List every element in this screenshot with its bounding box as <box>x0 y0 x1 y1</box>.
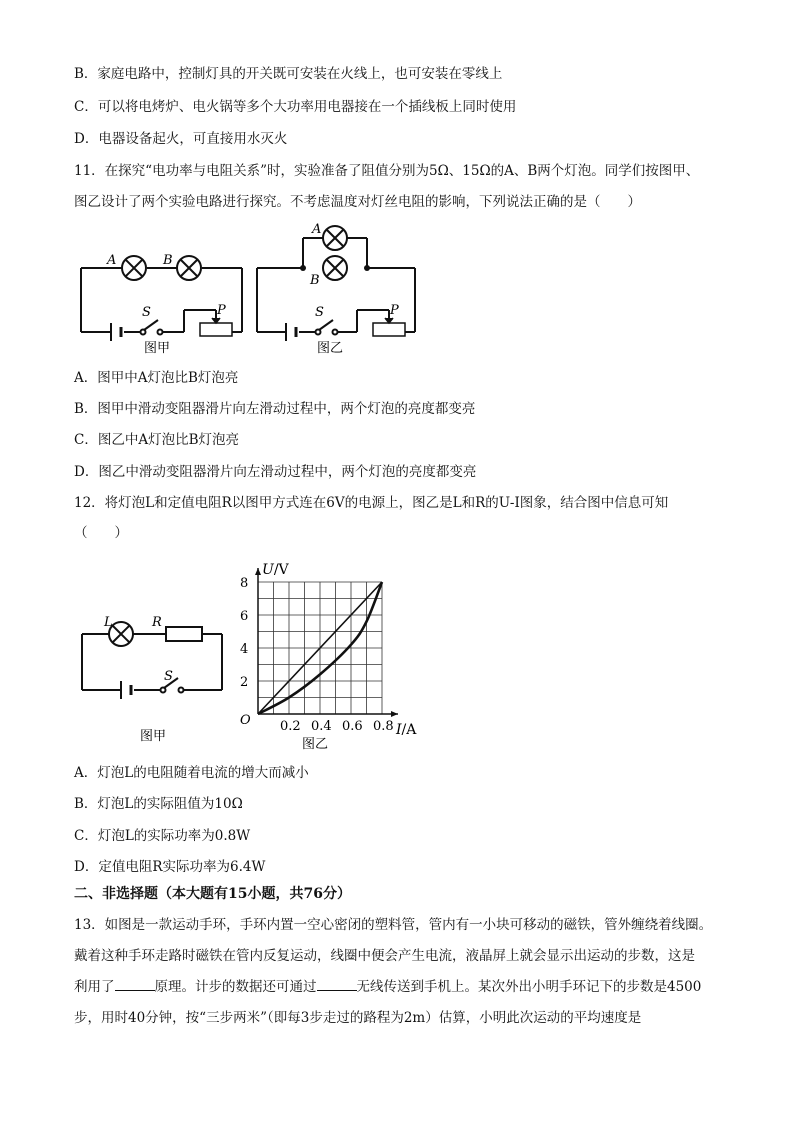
q13-line4: 步，用时40分钟，按“三步两米”（即每3步走过的路程为2m）估算，小明此次运动的平均速度是 <box>74 1010 642 1026</box>
q12-ui-chart <box>232 558 428 754</box>
q12-figure-a <box>78 610 238 750</box>
y-tick-label: 2 <box>240 675 249 690</box>
x-tick-label: 0.4 <box>311 719 332 734</box>
answer-blank[interactable] <box>115 978 155 991</box>
battery-icon <box>286 323 296 341</box>
y-tick-label: 6 <box>240 609 249 624</box>
q13-line3-part1: 利用了 <box>74 979 115 995</box>
q11-stem-line1: 11．在探究“电功率与电阻关系”时，实验准备了阻值分别为5Ω、15Ω的A、B两个灯泡。同学们按图甲、 <box>74 163 700 179</box>
q13-line3-part2: 原理。计步的数据还可通过 <box>154 979 317 995</box>
lamp-icon <box>323 226 347 250</box>
q12-option-d: D．定值电阻R实际功率为6.4W <box>74 859 266 875</box>
svg-text:P: P <box>217 303 226 318</box>
fig-caption: 图甲 <box>144 341 171 356</box>
switch-icon <box>316 320 338 335</box>
q11-option-d: D．图乙中滑动变阻器滑片向左滑动过程中，两个灯泡的亮度都变亮 <box>74 464 477 480</box>
y-tick-label: 4 <box>240 642 249 657</box>
svg-text:S: S <box>164 669 173 684</box>
q11-stem-line2: 图乙设计了两个实验电路进行探究。不考虑温度对灯丝电阻的影响，下列说法正确的是（ ） <box>74 194 641 210</box>
q13-line1: 13．如图是一款运动手环，手环内置一空心密闭的塑料管，管内有一小块可移动的磁铁，管外缠绕着线圈。 <box>74 917 713 933</box>
x-tick-label: 0.2 <box>280 719 301 734</box>
section-heading: 二、非选择题（本大题有15小题，共76分） <box>74 886 351 902</box>
rheostat-icon <box>200 310 232 336</box>
q12-option-b: B．灯泡L的实际阻值为10Ω <box>74 796 243 812</box>
x-tick-label: 0.6 <box>342 719 363 734</box>
fig-caption: 图甲 <box>140 729 167 744</box>
q13-line3 <box>74 977 701 997</box>
q13-line3-part3: 无线传送到手机上。某次外出小明手环记下的步数是4500 <box>356 979 702 995</box>
y-axis-arrow-icon <box>255 568 261 575</box>
q12-option-a: A．灯泡L的电阻随着电流的增大而减小 <box>74 765 309 781</box>
q12-stem-line2: （ ） <box>74 525 128 541</box>
svg-text:S: S <box>142 305 151 320</box>
svg-text:L: L <box>104 615 113 630</box>
switch-icon <box>141 320 163 335</box>
q11-option-a: A．图甲中A灯泡比B灯泡亮 <box>74 370 239 386</box>
q13-line2: 戴着这种手环走路时磁铁在管内反复运动，线圈中便会产生电流，液晶屏上就会显示出运动的步数，这是 <box>74 948 695 964</box>
svg-text:A: A <box>312 222 322 237</box>
answer-blank[interactable] <box>317 978 357 991</box>
fig-caption: 图乙 <box>302 737 329 752</box>
resistor-icon <box>166 627 202 641</box>
q12-stem-line1: 12．将灯泡L和定值电阻R以图甲方式连在6V的电源上，图乙是L和R的U-I图象，结合图中信息可知 <box>74 495 669 511</box>
rheostat-icon <box>373 310 405 336</box>
x-tick-label: 0.8 <box>373 719 394 734</box>
y-axis-label: U/V <box>262 562 289 578</box>
y-tick-label: 8 <box>240 576 249 591</box>
q10-option-b: B．家庭电路中，控制灯具的开关既可安装在火线上，也可安装在零线上 <box>74 66 503 82</box>
q12-option-c: C．灯泡L的实际功率为0.8W <box>74 828 251 844</box>
lamp-icon <box>122 256 146 280</box>
fig-caption: 图乙 <box>317 341 344 356</box>
q11-option-b: B．图甲中滑动变阻器滑片向左滑动过程中，两个灯泡的亮度都变亮 <box>74 401 476 417</box>
q11-figure-b <box>253 216 423 362</box>
q10-option-c: C．可以将电烤炉、电火锅等多个大功率用电器接在一个插线板上同时使用 <box>74 99 517 115</box>
x-axis-arrow-icon <box>391 711 398 717</box>
q11-option-c: C．图乙中A灯泡比B灯泡亮 <box>74 432 239 448</box>
svg-text:R: R <box>152 615 162 630</box>
q10-option-d: D．电器设备起火，可直接用水灭火 <box>74 131 288 147</box>
svg-text:A: A <box>107 253 117 268</box>
battery-icon <box>111 323 121 341</box>
svg-text:B: B <box>163 253 173 268</box>
svg-text:P: P <box>390 303 399 318</box>
x-axis-label: I/A <box>396 722 417 738</box>
q11-figure-a <box>74 222 254 362</box>
lamp-icon <box>323 256 347 280</box>
battery-icon <box>121 681 131 699</box>
svg-text:S: S <box>315 305 324 320</box>
lamp-icon <box>177 256 201 280</box>
svg-text:B: B <box>310 273 320 288</box>
origin-label: O <box>240 713 251 728</box>
